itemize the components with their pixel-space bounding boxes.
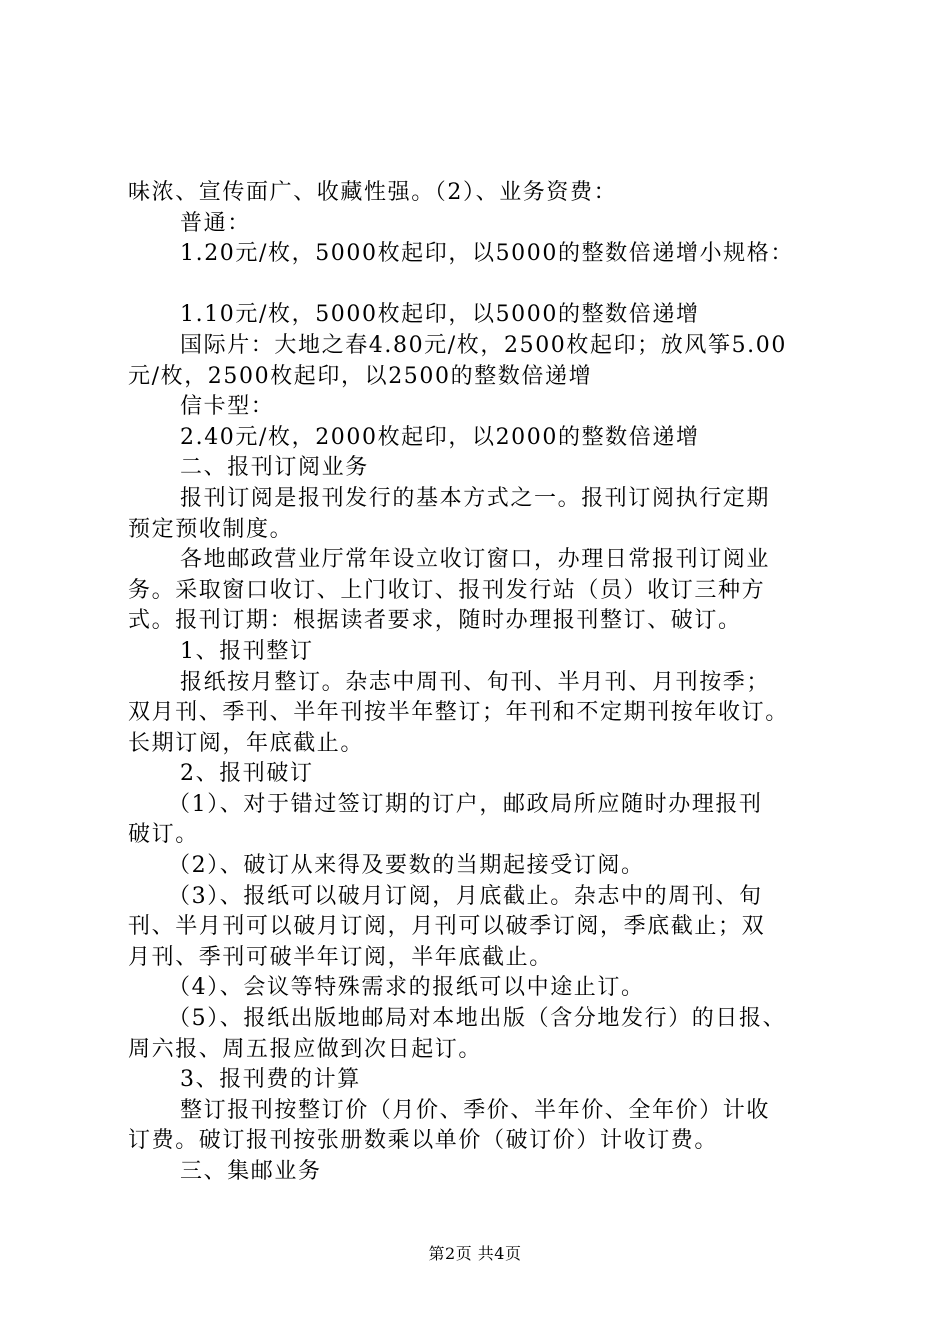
text-line: 破订。: [128, 822, 199, 848]
text-line: 3、报刊费的计算: [180, 1067, 361, 1093]
page-number-label: 第2页 共4页: [428, 1244, 522, 1263]
text-line: （4）、会议等特殊需求的报纸可以中途止订。: [168, 975, 645, 1001]
text-line: 味浓、宣传面广、收藏性强。（2）、业务资费：: [128, 180, 618, 205]
text-line: （1）、对于错过签订期的订户，邮政局所应随时办理报刊: [168, 791, 763, 817]
text-line: [128, 270, 840, 301]
text-line: 整订报刊按整订价（月价、季价、半年价、全年价）计收: [180, 1097, 771, 1123]
text-line: 订费。破订报刊按张册数乘以单价（破订价）计收订费。: [128, 1128, 719, 1154]
text-line: 国际片：大地之春4.80元/枚，2500枚起印；放风筝5.00: [180, 332, 787, 358]
text-line: 周六报、周五报应做到次日起订。: [128, 1036, 483, 1062]
text-line: 刊、半月刊可以破月订阅，月刊可以破季订阅，季底截止；双: [128, 914, 766, 940]
text-line: （5）、报纸出版地邮局对本地出版（含分地发行）的日报、: [168, 1006, 787, 1032]
text-line: 普通：: [180, 210, 251, 236]
text-line: （3）、报纸可以破月订阅，月底截止。杂志中的周刊、旬: [168, 883, 763, 909]
text-line: 各地邮政营业厅常年设立收订窗口，办理日常报刊订阅业: [180, 547, 771, 573]
text-line: 报刊订阅是报刊发行的基本方式之一。报刊订阅执行定期: [180, 485, 771, 511]
text-line: 2.40元/枚，2000枚起印，以2000的整数倍递增: [180, 424, 700, 450]
text-line: 预定预收制度。: [128, 516, 294, 542]
text-line: 1、报刊整订: [180, 638, 314, 664]
text-line: 月刊、季刊可破半年订阅，半年底截止。: [128, 944, 553, 970]
text-line: 式。报刊订期：根据读者要求，随时办理报刊整订、破订。: [128, 608, 742, 634]
text-line: （2）、破订从来得及要数的当期起接受订阅。: [168, 853, 645, 879]
text-line: 报纸按月整订。杂志中周刊、旬刊、半月刊、月刊按季；: [180, 669, 771, 695]
text-line: 信卡型：: [180, 394, 275, 420]
document-body: [128, 178, 840, 1188]
text-line: 务。采取窗口收订、上门收订、报刊发行站（员）收订三种方: [128, 577, 766, 603]
text-line: 长期订阅，年底截止。: [128, 730, 365, 756]
text-line: 元/枚，2500枚起印，以2500的整数倍递增: [128, 363, 593, 389]
text-line: 双月刊、季刊、半年刊按半年整订；年刊和不定期刊按年收订。: [128, 700, 789, 726]
page-footer: [0, 1244, 950, 1264]
text-line: 1.20元/枚，5000枚起印，以5000的整数倍递增小规格：: [180, 241, 794, 267]
text-line: 1.10元/枚，5000枚起印，以5000的整数倍递增: [180, 302, 700, 328]
text-line: 二、报刊订阅业务: [180, 455, 369, 481]
text-line: 2、报刊破订: [180, 761, 314, 787]
text-line: 三、集邮业务: [180, 1159, 322, 1184]
